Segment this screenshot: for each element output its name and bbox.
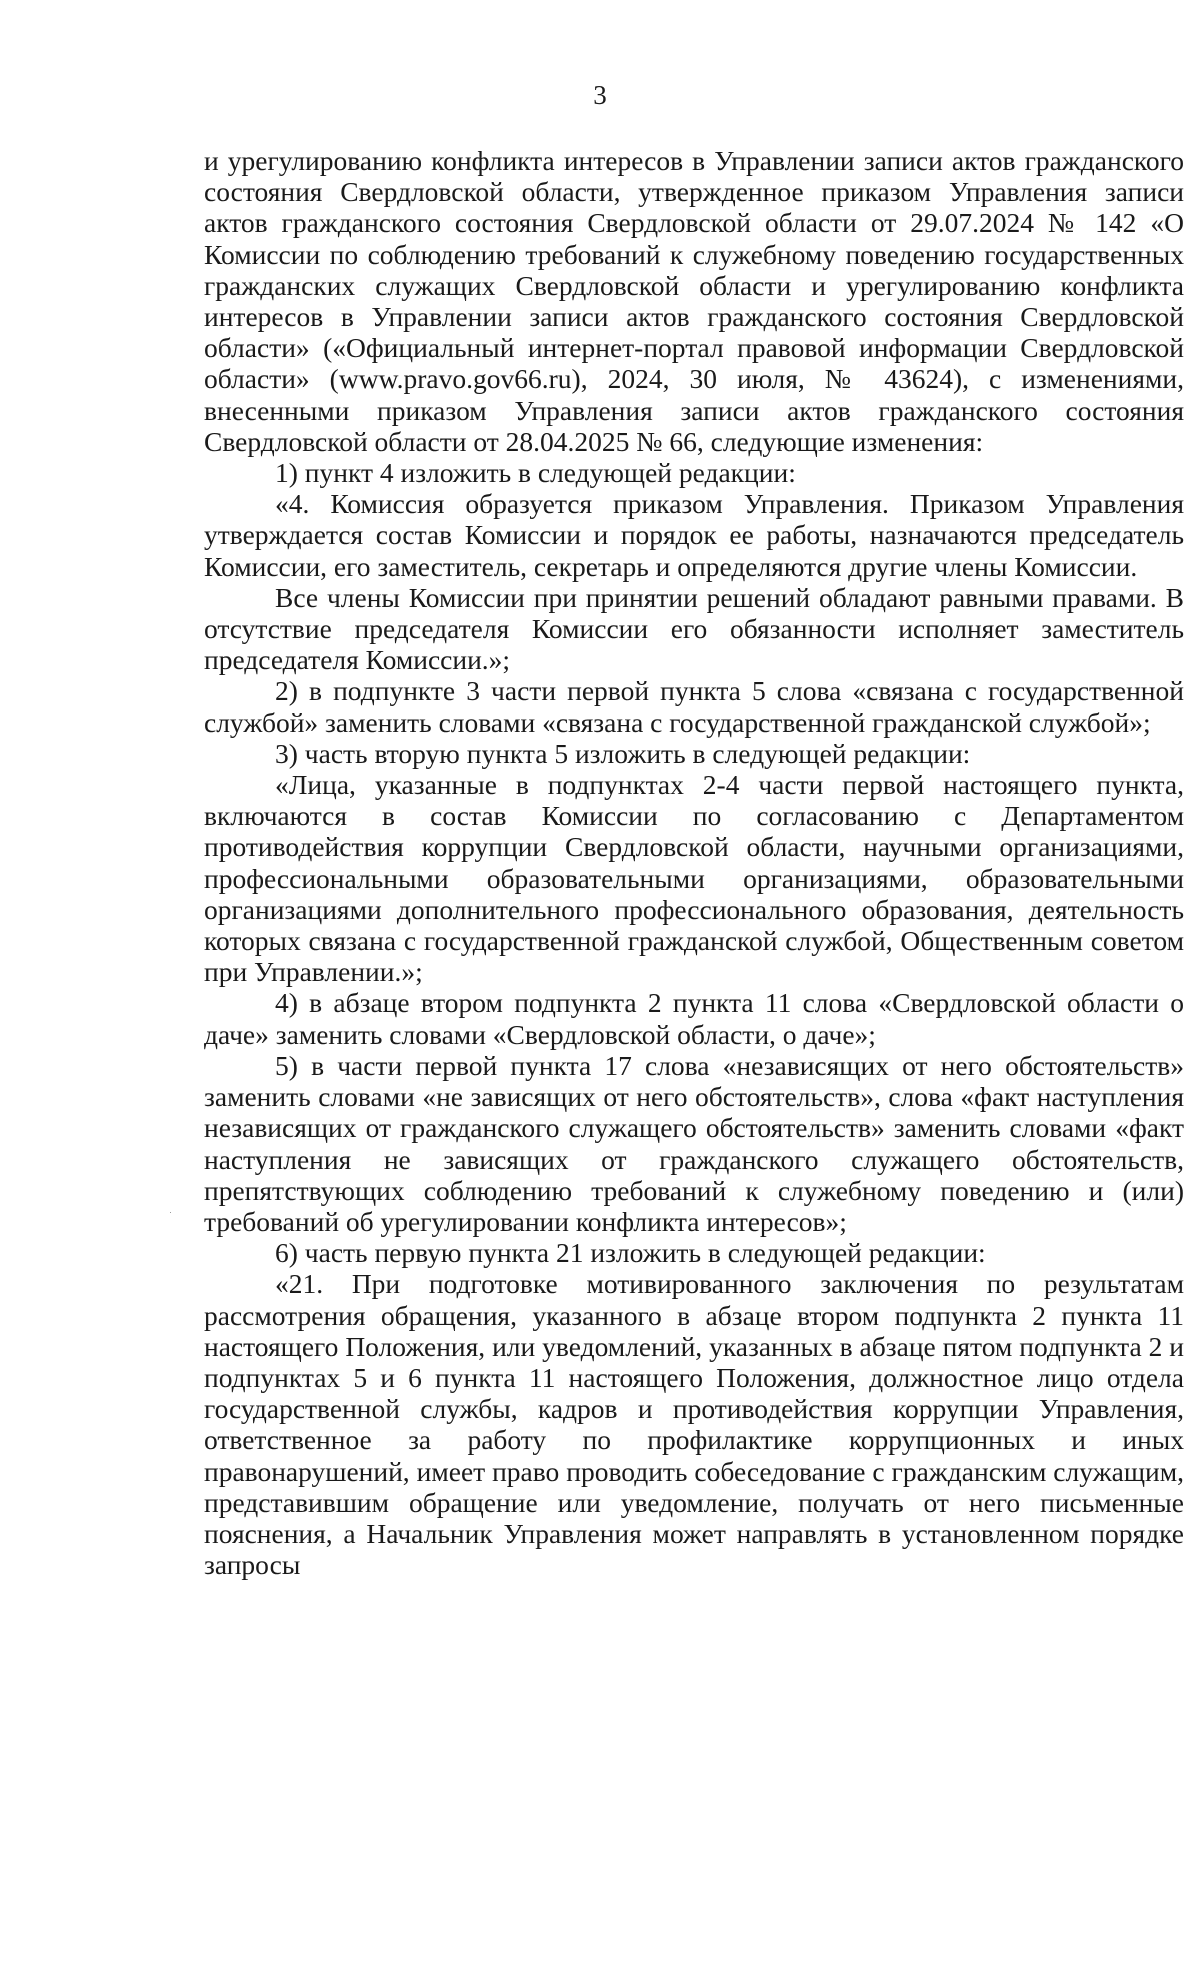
page-number: 3 [593, 80, 607, 110]
paragraph-item-3-quote: «Лица, указанные в подпунктах 2-4 части первой настоящего пункта, включаются в состав Комиссии по согласованию с Департаментом противодействия коррупции Свердловской области, научными организациями, профессиональными образовательными организациями, образовательными организациями дополнительного профессионального образования, деятельность которых связана с государственной гражданской службой, Общественным советом при Управлении.»; [204, 769, 1184, 988]
paragraph-item-4: 4) в абзаце втором подпункта 2 пункта 11 слова «Свердловской области о даче» заменить словами «Свердловской области, о даче»; [204, 987, 1184, 1050]
paragraph-item-1-quote: «4. Комиссия образуется приказом Управления. Приказом Управления утверждается состав Комиссии и порядок ее работы, назначаются председатель Комиссии, его заместитель, секретарь и определяются другие члены Комиссии. [204, 488, 1184, 582]
paragraph-item-6-quote: «21. При подготовке мотивированного заключения по результатам рассмотрения обращения, указанного в абзаце втором подпункта 2 пункта 11 настоящего Положения, или уведомлений, указанных в абзаце пятом подпункта 2 и подпунктах 5 и 6 пункта 11 настоящего Положения, должностное лицо отдела государственной службы, кадров и противодействия коррупции Управления, ответственное за работу по профилактике коррупционных и иных правонарушений, имеет право проводить собеседование с гражданским служащим, представившим обращение или уведомление, получать от него письменные пояснения, а Начальник Управления может направлять в установленном порядке запросы [204, 1268, 1184, 1581]
paragraph-item-1: 1) пункт 4 изложить в следующей редакции: [275, 457, 796, 489]
paragraph-intro: и урегулированию конфликта интересов в Управлении записи актов гражданского состояния Свердловской области, утвержденное приказом Управления записи актов гражданского состояния Свердловской области от 29.07.2024 № 142 «О Комиссии по соблюдению требований к служебному поведению государственных гражданских служащих Свердловской области и урегулированию конфликта интересов в Управлении записи актов гражданского состояния Свердловской области» («Официальный интернет-портал правовой информации Свердловской области» (www.pravo.gov66.ru), 2024, 30 июля, № 43624), с изменениями, внесенными приказом Управления записи актов гражданского состояния Свердловской области от 28.04.2025 № 66, следующие изменения: [204, 145, 1184, 457]
paragraph-item-5: 5) в части первой пункта 17 слова «независящих от него обстоятельств» заменить словами «не зависящих от него обстоятельств», слова «факт наступления независящих от гражданского служащего обстоятельств» заменить словами «факт наступления не зависящих от гражданского служащего обстоятельств, препятствующих соблюдению требований к служебному поведению и (или) требований об урегулировании конфликта интересов»; [204, 1049, 1184, 1237]
paragraph-item-3: 3) часть вторую пункта 5 изложить в следующей редакции: [275, 737, 971, 769]
scan-speck [170, 1212, 171, 1213]
paragraph-item-1-quote-cont: Все члены Комиссии при принятии решений обладают равными правами. В отсутствие председателя Комиссии его обязанности исполняет заместитель председателя Комиссии.»; [204, 581, 1184, 676]
paragraph-item-6: 6) часть первую пункта 21 изложить в следующей редакции: [275, 1237, 986, 1269]
document-body [204, 145, 1184, 1580]
paragraph-item-2: 2) в подпункте 3 части первой пункта 5 слова «связана с государственной службой» заменить словами «связана с государственной гражданской службой»; [204, 675, 1184, 738]
